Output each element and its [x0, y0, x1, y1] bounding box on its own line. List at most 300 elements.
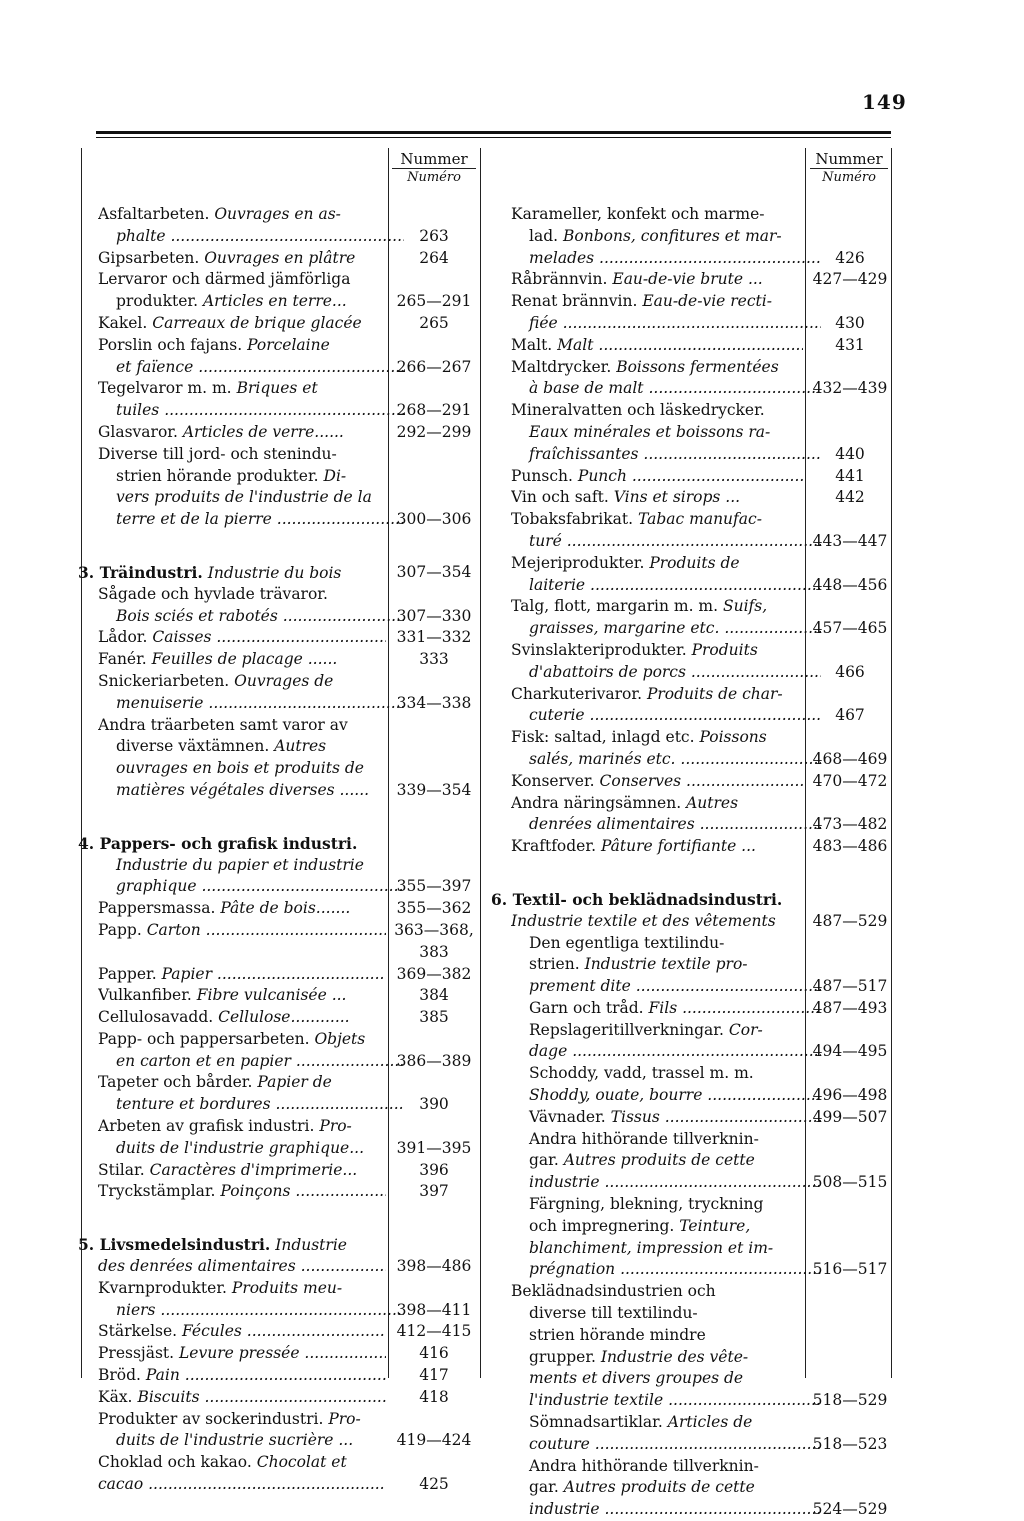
entry-number: 494—495 — [812, 1042, 888, 1061]
swedish-term: strien hörande mindre — [529, 1325, 706, 1344]
entry-number: 300—306 — [396, 510, 472, 529]
entry-text — [98, 898, 386, 920]
index-entry — [98, 466, 476, 488]
entry-number: 292—299 — [396, 422, 472, 441]
entry-text — [511, 1020, 821, 1042]
index-entry — [98, 487, 476, 509]
french-term: matières végétales diverses ...... — [116, 780, 370, 799]
entry-text — [511, 335, 803, 357]
french-term: Teinture, — [679, 1216, 751, 1235]
entry-text — [511, 976, 821, 998]
entry-number: 442 — [835, 488, 865, 507]
index-entry — [98, 1116, 476, 1138]
french-term: Industrie des vête- — [600, 1347, 749, 1366]
swedish-term: Arbeten av grafisk industri. — [98, 1117, 315, 1136]
entry-text — [98, 876, 404, 898]
nummer-label: Nummer — [400, 150, 468, 168]
entry-text — [511, 662, 821, 684]
entry-number: 263 — [419, 226, 449, 245]
french-term: cacao ..... — [98, 1475, 386, 1493]
entry-text — [511, 1281, 803, 1303]
entry-text — [511, 204, 803, 226]
french-term: terre et de la pierre ..... — [116, 510, 404, 528]
left-number-header — [392, 150, 476, 187]
entry-number: 487—529 — [812, 911, 888, 930]
swedish-term: Glasvaror. — [98, 422, 178, 441]
entry-number: 443—447 — [812, 531, 888, 550]
entry-number: 264 — [419, 248, 449, 267]
index-entry — [511, 662, 889, 684]
french-term: Fils ..... — [649, 999, 821, 1017]
french-term: Malt ..... — [557, 336, 803, 354]
french-term: Tabac manufac- — [637, 510, 762, 529]
index-entry — [98, 1181, 476, 1203]
index-entry — [98, 758, 476, 780]
entry-number: 425 — [419, 1475, 449, 1494]
swedish-term: Kakel. — [98, 313, 148, 332]
french-term: Levure pressée ..... — [179, 1344, 386, 1362]
index-entry — [511, 291, 889, 313]
swedish-term: diverse växtämnen. — [116, 737, 270, 756]
entry-number: 417 — [419, 1366, 449, 1385]
entry-text — [511, 1325, 821, 1347]
entry-number: 383 — [419, 942, 449, 961]
index-entry — [98, 898, 476, 920]
entry-text — [98, 606, 404, 628]
french-term: Autres — [686, 793, 739, 812]
entry-text — [98, 291, 404, 313]
entry-text — [98, 1160, 386, 1182]
entry-text — [511, 1390, 821, 1412]
french-term: Conserves ..... — [600, 772, 803, 790]
left-outer-line — [81, 148, 82, 1378]
section-gap — [98, 531, 476, 562]
french-term: Autres produits de cette — [563, 1151, 755, 1170]
index-entry — [511, 1325, 889, 1347]
entry-text — [511, 954, 821, 976]
entry-text — [511, 1259, 821, 1281]
index-entry — [511, 444, 889, 466]
french-term: Cellulose............ — [218, 1008, 350, 1027]
entry-text — [511, 357, 803, 379]
french-term: Bonbons, confitures et mar- — [563, 226, 782, 245]
index-entry — [511, 1041, 889, 1063]
entry-text — [511, 1434, 821, 1456]
index-entry — [511, 313, 889, 335]
entry-text — [98, 985, 386, 1007]
entry-text — [511, 1347, 821, 1369]
french-term: Industrie — [275, 1236, 347, 1255]
entry-text — [98, 1343, 386, 1365]
french-term: denrées alimentaires ..... — [529, 815, 821, 833]
index-entry — [98, 736, 476, 758]
index-entry — [98, 509, 476, 531]
entry-number: 457—465 — [812, 619, 888, 638]
swedish-term: Schoddy, vadd, trassel m. m. — [529, 1064, 754, 1083]
nummer-label: Nummer — [815, 150, 883, 168]
french-term: duits de l'industrie sucrière ... — [116, 1431, 354, 1450]
entry-number: 390 — [419, 1095, 449, 1114]
entry-number: 363—368, — [394, 920, 474, 939]
french-term: Industrie textile pro- — [584, 955, 748, 974]
entry-text — [98, 509, 404, 531]
french-term: Industrie du papier et industrie — [116, 855, 364, 874]
entry-text — [98, 1138, 404, 1160]
swedish-term: Andra näringsämnen. — [511, 793, 682, 812]
french-term: Bois sciés et rabotés ..... — [116, 607, 404, 625]
entry-text — [511, 1172, 821, 1194]
entry-text — [98, 736, 404, 758]
swedish-term: Kraftfoder. — [511, 837, 596, 856]
swedish-term: Fanér. — [98, 650, 147, 669]
swedish-term: Produkter av sockerindustri. — [98, 1409, 324, 1428]
entry-text — [98, 335, 386, 357]
entry-number: 432—439 — [812, 379, 888, 398]
section-heading — [78, 1234, 476, 1256]
index-entry — [98, 1452, 476, 1474]
entry-text — [511, 444, 821, 466]
french-term: Autres — [274, 737, 327, 756]
entry-text — [98, 1051, 404, 1073]
entry-number: 518—523 — [812, 1434, 888, 1453]
index-entry — [511, 705, 889, 727]
entry-text — [511, 640, 803, 662]
french-term: Articles en terre... — [202, 292, 347, 311]
french-term: blanchiment, impression et im- — [529, 1238, 774, 1257]
right-number-header — [810, 150, 888, 187]
swedish-term: Karameller, konfekt och marme- — [511, 205, 765, 223]
swedish-term: Stilar. — [98, 1160, 145, 1179]
swedish-term: Papper. — [98, 964, 157, 983]
french-term: Industrie textile et des vêtements — [511, 911, 776, 930]
french-term: Fécules ..... — [182, 1322, 386, 1340]
french-term: graisses, margarine etc. ..... — [529, 619, 821, 637]
index-entry — [511, 422, 889, 444]
index-entry — [511, 248, 889, 270]
entry-text — [511, 291, 803, 313]
swedish-term: Andra hithörande tillverknin- — [529, 1456, 759, 1475]
entry-text — [98, 1365, 386, 1387]
entry-number: 448—456 — [812, 575, 888, 594]
french-term: Chocolat et — [256, 1453, 347, 1472]
index-entry — [511, 793, 889, 815]
swedish-term: Renat brännvin. — [511, 292, 638, 311]
index-entry — [98, 1007, 476, 1029]
index-entry — [98, 780, 476, 802]
entry-text — [511, 1150, 821, 1172]
index-entry — [511, 1412, 889, 1434]
entry-number: 398—411 — [396, 1300, 472, 1319]
french-term: Produits — [691, 640, 758, 659]
french-term: et faïence ..... — [116, 358, 404, 376]
entry-number: 431 — [835, 335, 865, 354]
index-entry — [511, 749, 889, 771]
swedish-term: Garn och tråd. — [529, 998, 644, 1017]
french-term: tuiles ..... — [116, 401, 404, 419]
swedish-term: Tegelvaror m. m. — [98, 379, 232, 398]
french-term: tenture et bordures ..... — [116, 1095, 404, 1113]
index-entry — [98, 1029, 476, 1051]
entry-text — [511, 911, 803, 933]
index-entry — [511, 1368, 889, 1390]
index-entry — [98, 204, 476, 226]
swedish-term: Talg, flott, margarin m. m. — [511, 597, 719, 616]
entry-text — [98, 422, 386, 444]
index-entry — [98, 715, 476, 737]
swedish-term: lad. — [529, 226, 559, 245]
swedish-term: Färgning, blekning, tryckning — [529, 1195, 764, 1214]
index-entry — [98, 1387, 476, 1409]
index-entry — [98, 1160, 476, 1182]
index-entry — [98, 291, 476, 313]
french-term: Feuilles de placage ...... — [151, 650, 338, 669]
index-entry — [511, 1499, 889, 1521]
swedish-term: strien hörande produkter. — [116, 466, 319, 485]
entry-number: 430 — [835, 313, 865, 332]
french-term: Pro- — [319, 1117, 352, 1136]
entry-number: 391—395 — [396, 1138, 472, 1157]
swedish-term: Lervaror och därmed jämförliga — [98, 270, 351, 289]
entry-number: 524—529 — [812, 1500, 888, 1519]
entry-number: 355—362 — [396, 899, 472, 918]
french-term: Carton ..... — [147, 921, 386, 939]
entry-text — [98, 313, 386, 335]
french-term: couture ..... — [529, 1435, 821, 1453]
french-term: Pain ..... — [146, 1366, 386, 1384]
index-entry — [98, 444, 476, 466]
entry-text — [491, 889, 783, 912]
index-entry — [511, 1107, 889, 1129]
french-term: Porcelaine — [247, 335, 330, 354]
index-entry — [98, 378, 476, 400]
index-entry — [511, 684, 889, 706]
french-term: phalte ..... — [116, 227, 404, 245]
entry-text — [511, 1129, 821, 1151]
entry-text — [511, 1063, 821, 1085]
swedish-term: grupper. — [529, 1347, 596, 1366]
entry-text — [98, 466, 404, 488]
swedish-term: Andra träarbeten samt varor av — [98, 715, 348, 734]
french-term: Carreaux de brique glacée — [152, 313, 362, 332]
french-term: Briques et — [236, 379, 318, 398]
index-entry — [511, 553, 889, 575]
french-term: Ouvrages en as- — [214, 205, 341, 223]
index-entry — [98, 920, 476, 942]
entry-number: 334—338 — [396, 693, 472, 712]
french-term: fraîchissantes ..... — [529, 445, 821, 463]
entry-text — [511, 1085, 821, 1107]
index-entry — [98, 584, 476, 606]
entry-text — [511, 313, 821, 335]
french-term: des denrées alimentaires ..... — [98, 1257, 386, 1275]
french-term: Suifs, — [723, 597, 768, 616]
index-entry — [98, 1409, 476, 1431]
index-entry — [98, 357, 476, 379]
section-heading — [491, 889, 889, 911]
french-term: Eaux minérales et boissons ra- — [529, 422, 771, 441]
index-entry — [98, 248, 476, 270]
swedish-term: Snickeriarbeten. — [98, 671, 230, 690]
entry-number: 487—517 — [812, 977, 888, 996]
entry-text — [511, 684, 803, 706]
french-term: Articles de verre...... — [182, 422, 344, 441]
entry-number: 307—330 — [396, 606, 472, 625]
entry-number: 508—515 — [812, 1173, 888, 1192]
index-entry — [511, 954, 889, 976]
index-entry — [511, 509, 889, 531]
entry-number: 331—332 — [396, 628, 472, 647]
index-entry — [511, 1281, 889, 1303]
index-entry — [98, 671, 476, 693]
swedish-term: produkter. — [116, 292, 198, 311]
index-entry — [511, 1390, 889, 1412]
entry-number: 396 — [419, 1160, 449, 1179]
french-term: prement dite ..... — [529, 977, 821, 995]
entry-text — [511, 531, 821, 553]
index-entry — [511, 1085, 889, 1107]
entry-text — [98, 1321, 386, 1343]
index-entry — [98, 1365, 476, 1387]
entry-text — [511, 487, 803, 509]
section-title: 4. Pappers- och grafisk industri. — [78, 833, 358, 853]
index-entry — [98, 335, 476, 357]
entry-number: 516—517 — [812, 1260, 888, 1279]
index-entry — [511, 400, 889, 422]
entry-text — [511, 618, 821, 640]
french-term: cuterie ..... — [529, 706, 821, 724]
french-term: Produits de — [649, 553, 740, 572]
entry-number: 307—354 — [396, 562, 472, 581]
french-term: laiterie ..... — [529, 576, 821, 594]
entry-text — [98, 357, 404, 379]
french-term: niers ..... — [116, 1301, 404, 1319]
entry-number: 499—507 — [812, 1107, 888, 1126]
entry-text — [511, 1194, 821, 1216]
index-entry — [511, 575, 889, 597]
index-entry — [98, 855, 476, 877]
swedish-term: Vulkanfiber. — [98, 986, 192, 1005]
entry-text — [511, 998, 821, 1020]
swedish-term: Porslin och fajans. — [98, 335, 243, 354]
index-entry — [98, 606, 476, 628]
entry-text — [98, 920, 386, 942]
swedish-term: Den egentliga textilindu- — [529, 933, 725, 952]
french-term: Ouvrages en plâtre — [204, 248, 356, 267]
section-title: 5. Livsmedelsindustri. — [78, 1235, 271, 1255]
swedish-term: strien. — [529, 955, 580, 974]
swedish-term: Kvarnprodukter. — [98, 1278, 227, 1297]
entry-text — [98, 671, 386, 693]
index-entry — [98, 1256, 476, 1278]
index-entry — [511, 226, 889, 248]
entry-text — [98, 1181, 386, 1203]
entry-number: 518—529 — [812, 1391, 888, 1410]
index-entry — [98, 1094, 476, 1116]
french-term: Produits meu- — [231, 1278, 343, 1297]
index-entry — [98, 964, 476, 986]
index-entry — [511, 727, 889, 749]
index-entry — [98, 1321, 476, 1343]
index-entry — [511, 933, 889, 955]
index-entry — [511, 1020, 889, 1042]
index-entry — [511, 596, 889, 618]
swedish-term: Beklädnadsindustrien och — [511, 1282, 716, 1301]
french-term: Articles de — [667, 1413, 753, 1432]
entry-number: 467 — [835, 706, 865, 725]
entry-number: 470—472 — [812, 771, 888, 790]
swedish-term: Choklad och kakao. — [98, 1453, 252, 1472]
index-entry — [511, 618, 889, 640]
entry-text — [98, 269, 386, 291]
entry-text — [98, 584, 386, 606]
index-entry — [511, 1194, 889, 1216]
french-term: Objets — [314, 1029, 366, 1048]
french-term: Punch ..... — [578, 467, 803, 485]
entry-number: 398—486 — [396, 1257, 472, 1276]
entry-text — [98, 487, 404, 509]
french-term: Tissus ..... — [611, 1108, 821, 1126]
index-entry — [511, 1456, 889, 1478]
index-entry — [98, 627, 476, 649]
entry-text — [511, 771, 803, 793]
swedish-term: Svinslakteriprodukter. — [511, 640, 687, 659]
swedish-term: Papp- och pappersarbeten. — [98, 1029, 310, 1048]
entry-text — [98, 649, 386, 671]
entry-text — [98, 1278, 386, 1300]
entry-text — [98, 444, 386, 466]
entry-number: 397 — [419, 1182, 449, 1201]
swedish-term: Mineralvatten och läskedrycker. — [511, 401, 765, 420]
entry-number: 483—486 — [812, 837, 888, 856]
numero-label: Numéro — [392, 168, 476, 187]
entry-number: 412—415 — [396, 1322, 472, 1341]
french-term: Papier ..... — [162, 965, 386, 983]
index-entry — [511, 1347, 889, 1369]
index-entry — [511, 1303, 889, 1325]
entry-number: 441 — [835, 466, 865, 485]
section-heading — [78, 833, 476, 855]
entry-number: 487—493 — [812, 998, 888, 1017]
swedish-term: Sågade och hyvlade trävaror. — [98, 584, 328, 603]
french-term: ouvrages en bois et produits de — [116, 759, 364, 778]
index-entry — [511, 1238, 889, 1260]
entry-text — [78, 562, 366, 585]
entry-text — [98, 1430, 404, 1452]
entry-text — [511, 400, 803, 422]
french-term: Autres produits de cette — [563, 1478, 755, 1497]
entry-text — [511, 814, 821, 836]
index-entry — [511, 911, 889, 933]
swedish-term: Asfaltarbeten. — [98, 205, 210, 223]
entry-text — [511, 509, 803, 531]
entry-text — [511, 836, 803, 858]
entry-number: 440 — [835, 444, 865, 463]
entry-text — [511, 933, 821, 955]
french-term: prégnation ..... — [529, 1260, 821, 1278]
swedish-term: Tobaksfabrikat. — [511, 510, 634, 529]
swedish-term: Diverse till jord- och stenindu- — [98, 444, 337, 463]
index-entry — [511, 814, 889, 836]
french-term: Pâte de bois....... — [220, 899, 351, 918]
entry-text — [98, 378, 386, 400]
entry-number: 265 — [419, 313, 449, 332]
french-term: fiée ..... — [529, 314, 821, 332]
entry-text — [511, 269, 803, 291]
french-term: d'abattoirs de porcs ..... — [529, 663, 821, 681]
entry-number: 385 — [419, 1008, 449, 1027]
index-entry — [511, 357, 889, 379]
entry-text — [98, 780, 404, 802]
